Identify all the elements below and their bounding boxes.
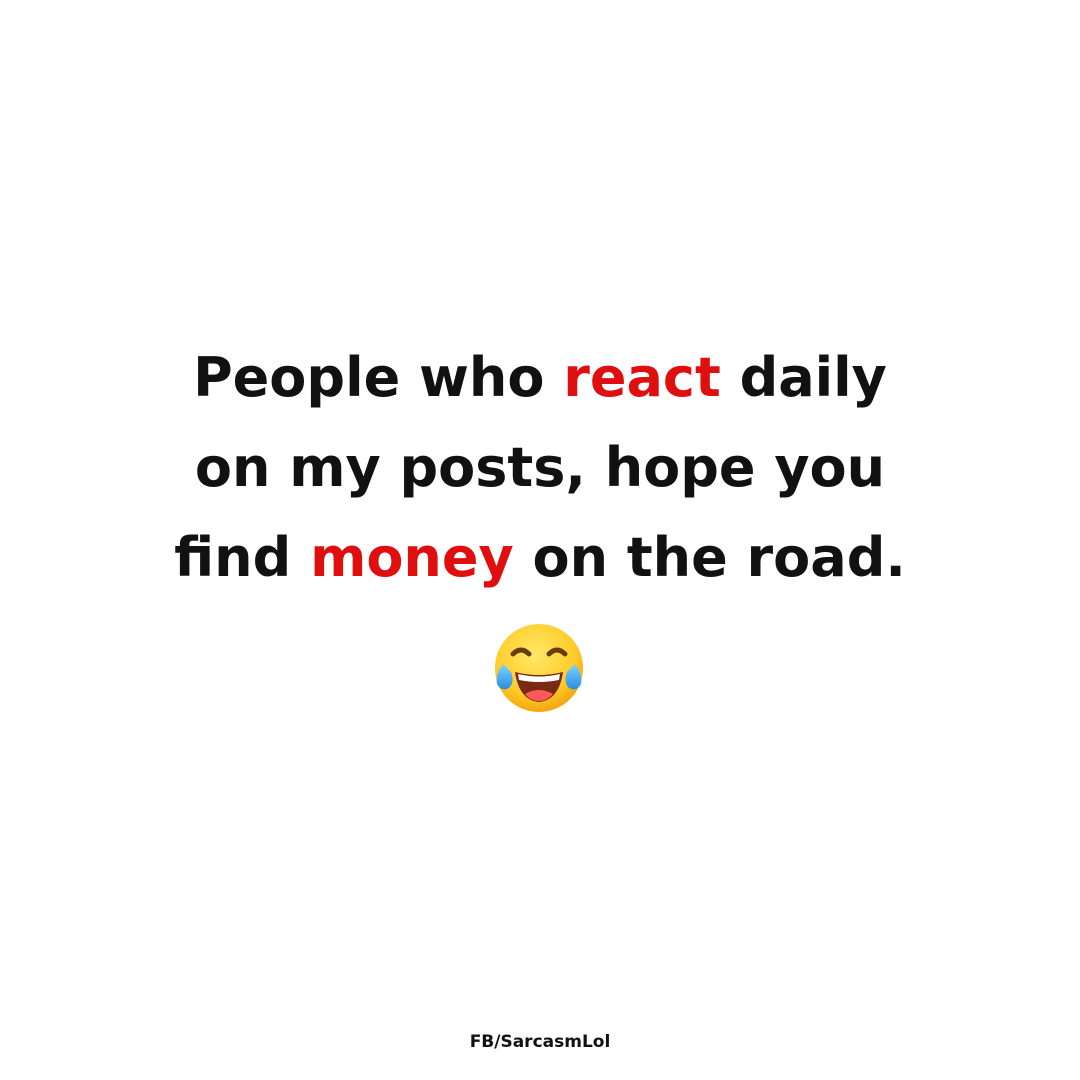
quote-line-1-start: People who bbox=[193, 346, 564, 409]
quote-line-2-text: on my posts, hope you bbox=[194, 436, 886, 499]
source-credit: FB/SarcasmLol bbox=[469, 1032, 611, 1052]
quote-line-3-start: find bbox=[174, 526, 311, 589]
face-with-tears-of-joy-icon bbox=[491, 622, 587, 714]
highlight-react: react bbox=[563, 346, 721, 409]
quote-line-3 bbox=[0, 513, 1080, 603]
quote-line-3-end: on the road. bbox=[513, 526, 906, 589]
quote-line-1-end: daily bbox=[720, 346, 887, 409]
highlight-money: money bbox=[310, 526, 514, 589]
quote-line-2 bbox=[0, 423, 1080, 513]
quote-line-1 bbox=[0, 333, 1080, 423]
quote-text bbox=[0, 333, 1080, 603]
